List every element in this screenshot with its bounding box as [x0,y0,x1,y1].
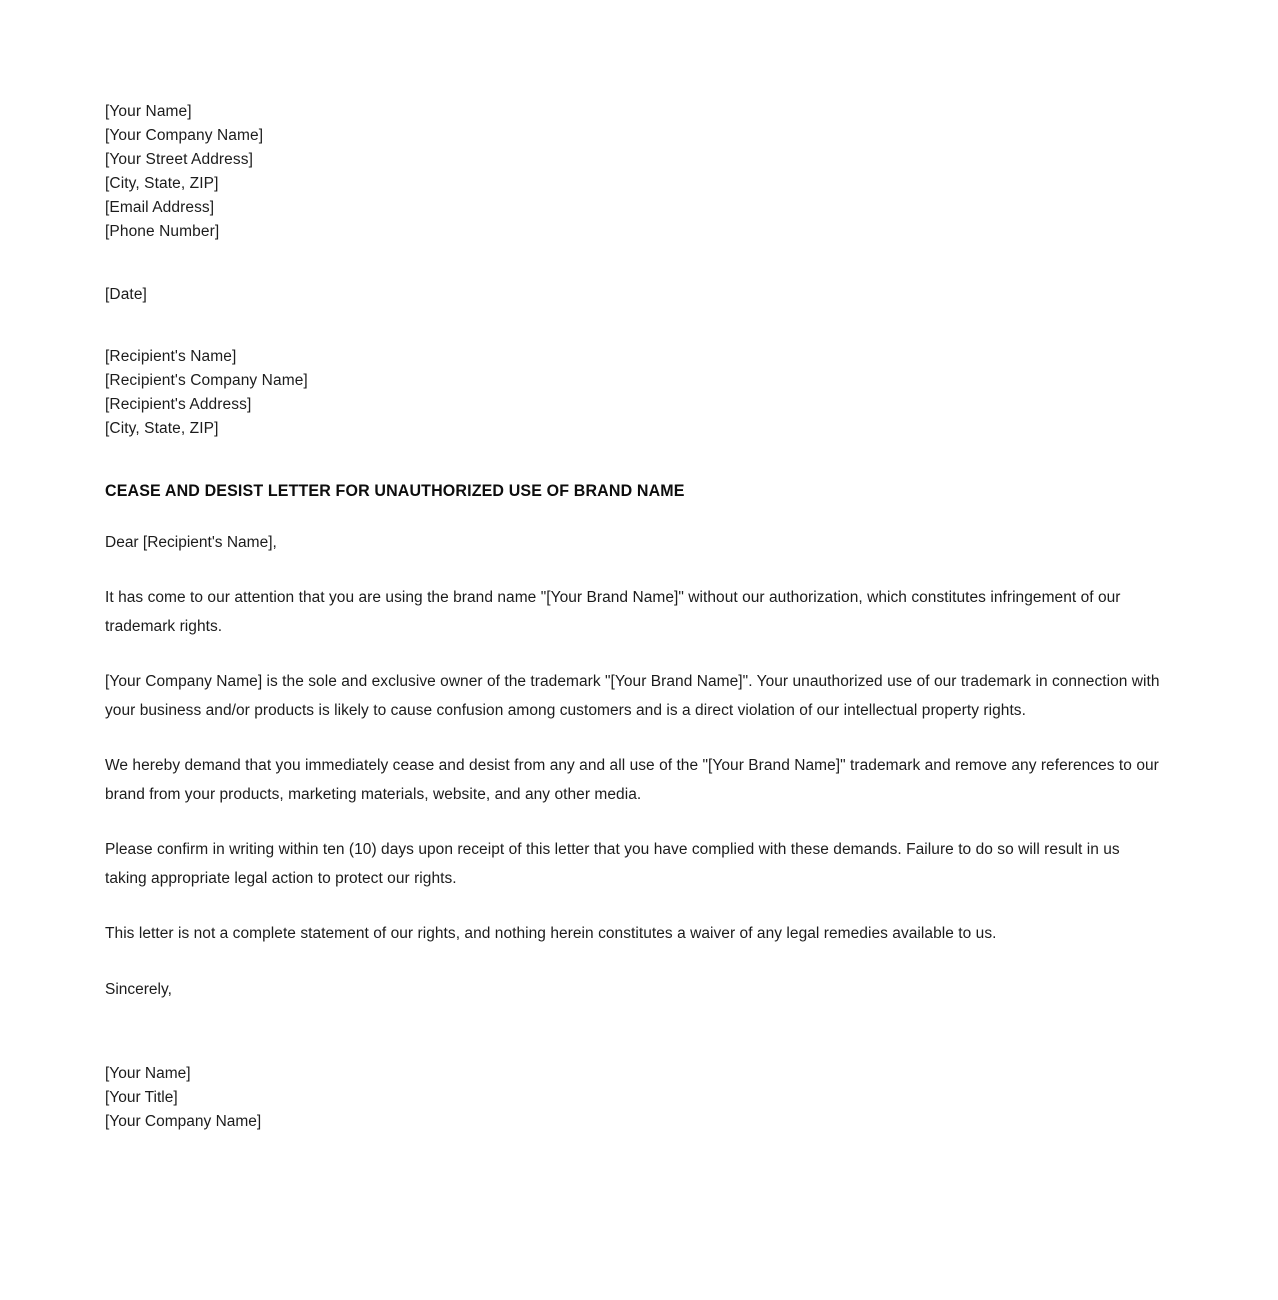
signature-space [105,1004,1163,1062]
signature-block [105,1062,1163,1134]
sender-street: [Your Street Address] [105,151,254,168]
sender-address-block [105,100,1163,244]
paragraph-gap [105,809,1163,836]
body-paragraph-2: [Your Company Name] is the sole and exclusive owner of the trademark "[Your Brand Name]". Your unauthorized use of our trademark in connection with your business and/or products is likely to cause confusion among customers and is a direct violation of our intellectual property rights. [105,673,1160,719]
sender-city-state-zip: [City, State, ZIP] [105,175,219,192]
spacer-before-closing [105,949,1163,976]
paragraph-gap [105,557,1163,584]
letter-body [105,100,1163,1134]
sender-phone: [Phone Number] [105,223,220,240]
letter-title: CEASE AND DESIST LETTER FOR UNAUTHORIZED USE OF BRAND NAME [105,482,685,500]
salutation: Dear [Recipient's Name], [105,534,277,551]
sender-company: [Your Company Name] [105,127,264,144]
body-paragraph-1: It has come to our attention that you are using the brand name "[Your Brand Name]" without our authorization, which constitutes infringement of our trademark rights. [105,589,1121,635]
paragraph-gap [105,725,1163,752]
sender-email: [Email Address] [105,199,215,216]
recipient-address: [Recipient's Address] [105,396,252,413]
date-block [105,283,1163,307]
sender-name: [Your Name] [105,103,192,120]
body-paragraph-3: We hereby demand that you immediately cease and desist from any and all use of the "[Your Brand Name]" trademark and remove any references to our brand from your products, marketing materials, website, and any other media. [105,757,1159,803]
letter-date: [Date] [105,286,147,303]
spacer-after-title [105,502,1163,529]
signer-name: [Your Name] [105,1064,191,1082]
spacer-before-title [105,441,1163,480]
body-paragraph-5: This letter is not a complete statement of our rights, and nothing herein constitutes a waiver of any legal remedies available to us. [105,925,997,942]
paragraph-gap [105,893,1163,920]
signer-company: [Your Company Name] [105,1112,262,1130]
paragraph-gap [105,641,1163,668]
spacer-before-date [105,244,1163,283]
signer-title: [Your Title] [105,1088,178,1106]
body-paragraph-4: Please confirm in writing within ten (10) days upon receipt of this letter that you have complied with these demands. Failure to do so will result in us taking appropriate legal action to protect our rights. [105,841,1120,887]
spacer-before-recipient [105,307,1163,345]
recipient-address-block [105,345,1163,441]
recipient-company: [Recipient's Company Name] [105,372,308,389]
recipient-name: [Recipient's Name] [105,348,237,365]
recipient-city-state-zip: [City, State, ZIP] [105,420,219,437]
valediction: Sincerely, [105,980,172,998]
